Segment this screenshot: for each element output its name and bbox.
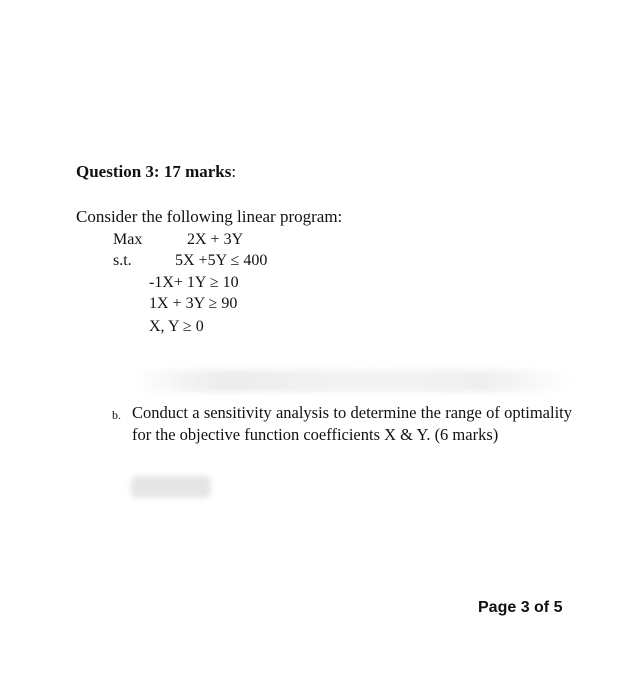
question-heading (76, 161, 236, 183)
redacted-blur-band (132, 370, 572, 392)
part-b-marker: b. (112, 408, 121, 422)
redacted-blur-small (131, 476, 211, 498)
question-title: Question 3: 17 marks (76, 162, 232, 181)
intro-text: Consider the following linear program: (76, 207, 343, 226)
page-number: Page 3 of 5 (478, 599, 563, 616)
lp-constraint-2: -1X+ 1Y ≥ 10 (149, 274, 239, 291)
part-b-text: Conduct a sensitivity analysis to determine the range of optimality for the objective function coefficients X & Y. (6 marks) (132, 403, 572, 444)
question-title-suffix: : (231, 162, 237, 181)
lp-max-label: Max (113, 231, 143, 248)
lp-objective: 2X + 3Y (187, 231, 244, 248)
lp-constraint-1: 5X +5Y ≤ 400 (175, 252, 268, 269)
lp-st-label: s.t. (113, 252, 132, 269)
lp-constraint-3: 1X + 3Y ≥ 90 (149, 295, 238, 312)
part-b-question (112, 402, 572, 446)
lp-nonnegativity: X, Y ≥ 0 (149, 318, 204, 335)
